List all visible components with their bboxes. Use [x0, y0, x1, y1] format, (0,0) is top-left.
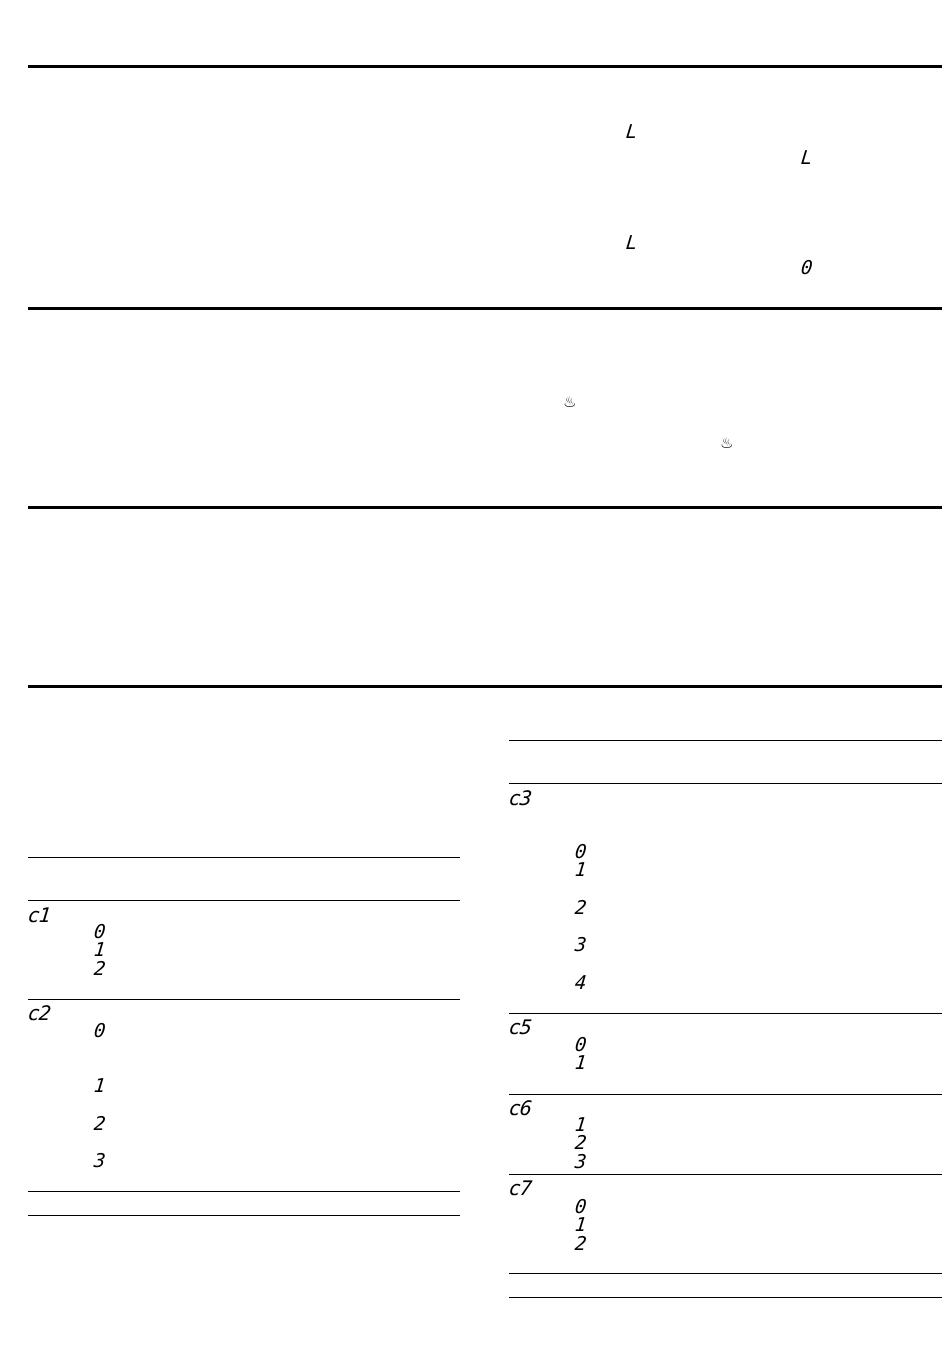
setting-value: 0: [573, 841, 587, 863]
table-header-bottom-rule: [28, 900, 460, 901]
setting-value: 2: [573, 897, 587, 919]
setting-value: 0: [573, 1034, 587, 1056]
setting-value: 2: [92, 958, 106, 980]
display-symbol-l: L: [799, 147, 813, 169]
table-bottom-rule: [509, 1297, 942, 1298]
display-symbol-l: L: [624, 232, 638, 254]
setting-value: 2: [92, 1113, 106, 1135]
section-divider-2: [28, 307, 942, 310]
table-row-rule: [509, 1174, 942, 1175]
setting-value: 3: [573, 1151, 587, 1173]
setting-code-c6: c6: [507, 1096, 533, 1120]
setting-value: 1: [92, 1075, 106, 1097]
setting-value: 1: [573, 1214, 587, 1236]
display-symbol-l: L: [624, 121, 638, 143]
setting-value: 1: [573, 859, 587, 881]
setting-code-c3: c3: [507, 786, 533, 810]
setting-value: 1: [92, 939, 106, 961]
wipe-protection-icon: ♨: [720, 434, 734, 452]
setting-value: 3: [573, 934, 587, 956]
setting-code-c1: c1: [26, 903, 52, 927]
table-bottom-rule: [28, 1215, 460, 1216]
setting-value: 2: [573, 1233, 587, 1255]
table-row-rule: [509, 1094, 942, 1095]
setting-value: 4: [573, 972, 587, 994]
table-row-rule: [28, 999, 460, 1000]
section-divider-1: [28, 65, 942, 68]
setting-value: 0: [573, 1196, 587, 1218]
wipe-protection-icon: ♨: [563, 393, 577, 411]
table-header-top-rule: [509, 740, 942, 741]
table-header-top-rule: [28, 857, 460, 858]
setting-code-c7: c7: [507, 1176, 533, 1200]
section-divider-4: [28, 685, 942, 688]
setting-value: 1: [573, 1114, 587, 1136]
table-bottom-rule: [28, 1191, 460, 1192]
table-header-bottom-rule: [509, 783, 942, 784]
section-divider-3: [28, 506, 942, 509]
setting-code-c5: c5: [507, 1015, 533, 1039]
table-row-rule: [509, 1013, 942, 1014]
setting-value: 0: [92, 921, 106, 943]
setting-value: 2: [573, 1132, 587, 1154]
table-bottom-rule: [509, 1273, 942, 1274]
setting-code-c2: c2: [26, 1001, 52, 1025]
setting-value: 3: [92, 1150, 106, 1172]
setting-value: 1: [573, 1052, 587, 1074]
setting-value: 0: [92, 1020, 106, 1042]
display-symbol-0: 0: [799, 257, 813, 279]
